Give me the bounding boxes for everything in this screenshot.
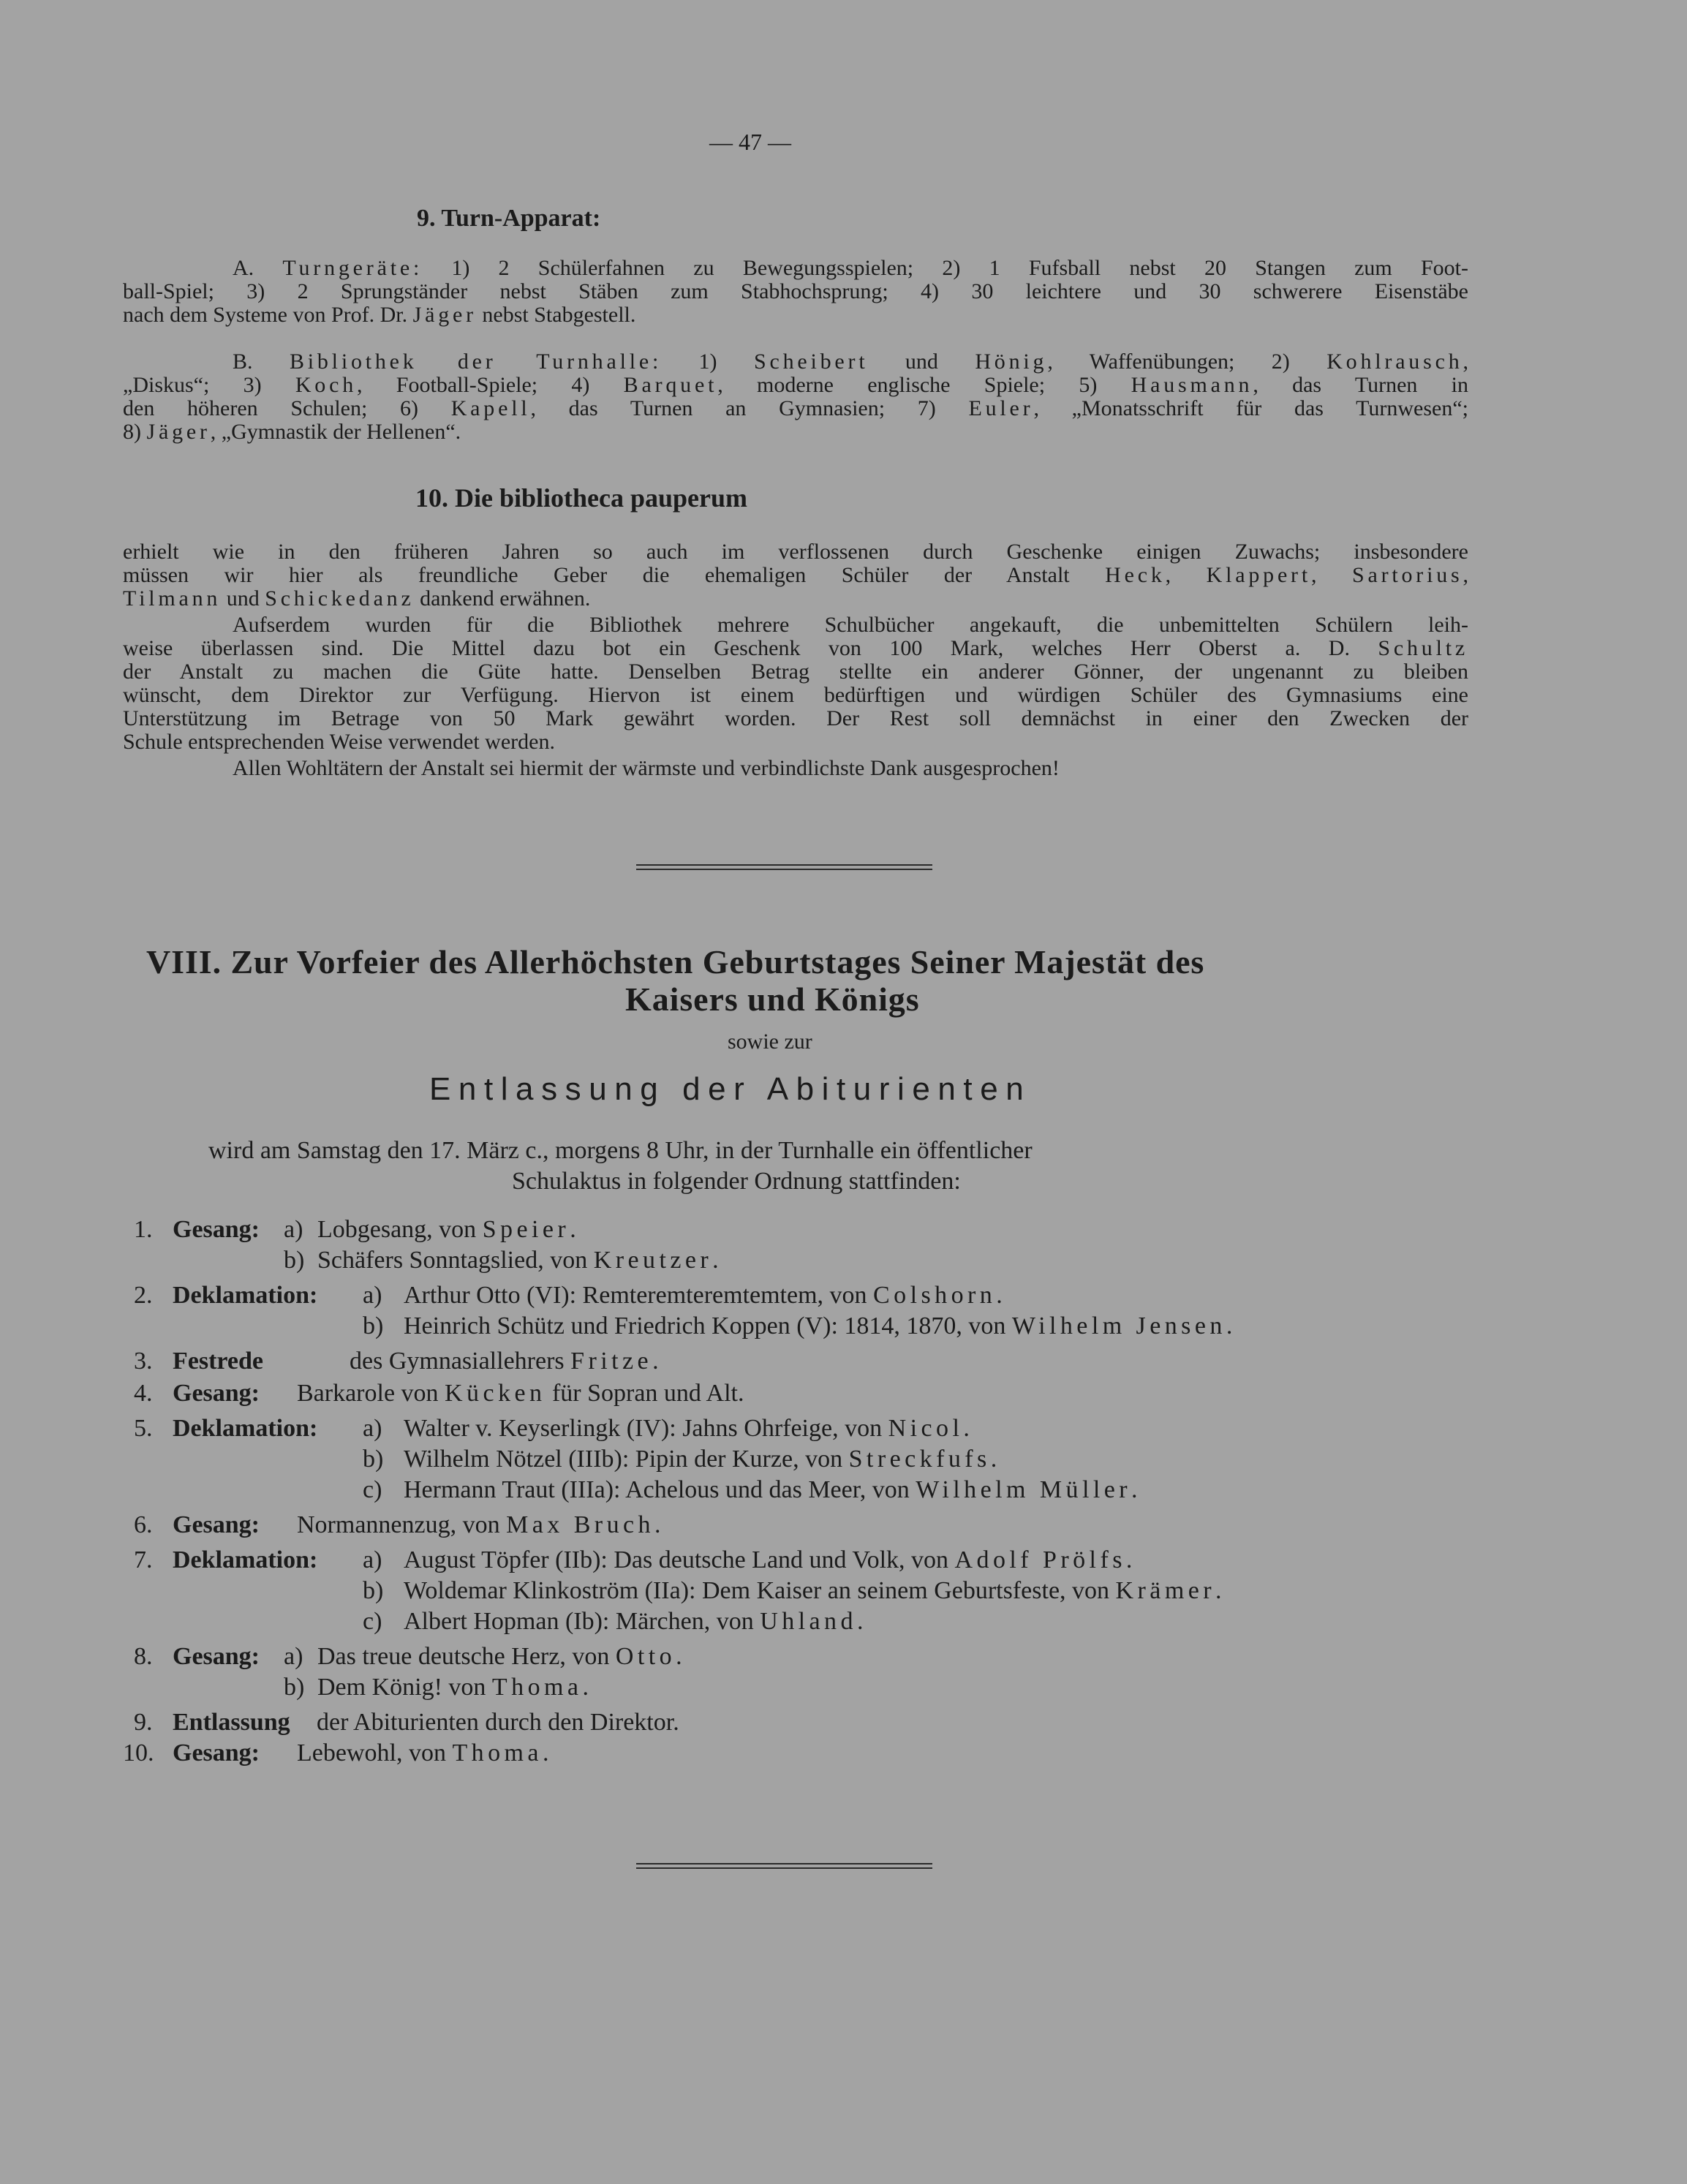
text-line <box>233 614 1468 636</box>
text-run: Thoma <box>452 1739 543 1767</box>
program-label: Gesang: <box>173 1511 260 1538</box>
divider-rule <box>636 864 932 870</box>
text-run: Das treue deutsche Herz, von <box>317 1643 616 1670</box>
text-run: Fritze <box>570 1348 653 1375</box>
program-item-text <box>317 1644 682 1669</box>
text-run: müssen wir hier als freundliche Geber die ehemaligen Schüler der Anstalt <box>123 563 1106 587</box>
program-label: Entlassung <box>173 1709 290 1736</box>
text-run: Barkarole von <box>297 1380 445 1407</box>
text-run: nach dem Systeme von Prof. Dr. <box>123 303 413 327</box>
program-number: 2. <box>134 1282 153 1309</box>
text-run: . <box>1131 1476 1138 1503</box>
text-run: Scheibert <box>753 349 869 374</box>
program-sub-marker: b) <box>363 1312 384 1340</box>
text-run: wünscht, dem Direktor zur Verfügung. Hiervon ist einem bedürftigen und würdigen Schüler des Gymnasiums eine <box>123 683 1468 707</box>
program-sub-marker: a) <box>284 1643 303 1670</box>
program-item-text <box>404 1447 997 1472</box>
text-run: , moderne englische Spiele; 5) <box>717 373 1131 397</box>
intro-line2: Schulaktus in folgender Ordnung stattfinden: <box>512 1168 961 1195</box>
program-label: Deklamation: <box>173 1282 318 1309</box>
program-label: Gesang: <box>173 1380 260 1407</box>
text-run: ball-Spiel; 3) 2 Sprungständer nebst Stäben zum Stabhochsprung; 4) 30 leichtere und 30 schwerere Eisenstäbe <box>123 279 1468 303</box>
text-run: Streckfufs <box>848 1446 991 1473</box>
text-run: und <box>868 349 975 374</box>
program-label: Gesang: <box>173 1216 260 1243</box>
program-number: 4. <box>134 1380 153 1407</box>
text-run: , Football-Spiele; 4) <box>357 373 624 397</box>
text-run: . <box>654 1511 661 1538</box>
text-run: Schule entsprechenden Weise verwendet werden. <box>123 730 555 754</box>
text-line <box>233 757 1060 779</box>
text-line <box>123 421 461 443</box>
text-run: Barquet <box>623 373 718 397</box>
text-run: , <box>1463 563 1469 587</box>
entlassung-heading: Entlassung der Abiturienten <box>429 1071 1032 1107</box>
divider-rule-bottom <box>636 1863 932 1869</box>
text-line <box>123 564 1468 586</box>
text-run: Heinrich Schütz und Friedrich Koppen (V): 1814, 1870, von <box>404 1312 1012 1340</box>
program-number: 7. <box>134 1546 153 1573</box>
text-run: , „Gymnastik der Hellenen“. <box>210 420 461 444</box>
text-run: Kapell <box>450 396 531 420</box>
text-run: A. <box>233 256 283 280</box>
program-number: 3. <box>134 1348 153 1375</box>
text-run: Woldemar Klinkoström (IIa): Dem Kaiser an seinem Geburtsfeste, von <box>404 1577 1116 1604</box>
text-run: der Anstalt zu machen die Güte hatte. Denselben Betrag stellte ein anderer Gönner, der ungenannt zu bleiben <box>123 660 1468 684</box>
text-run: Schäfers Sonntagslied, von <box>317 1247 594 1274</box>
program-label: Festrede <box>173 1348 263 1375</box>
text-run: Thoma <box>491 1674 583 1701</box>
text-run: . <box>990 1446 997 1473</box>
intro-line1: wird am Samstag den 17. März c., morgens 8 Uhr, in der Turnhalle ein öffentlicher <box>208 1137 1033 1164</box>
text-run: Krämer <box>1115 1577 1216 1604</box>
text-run: Schickedanz <box>265 586 415 611</box>
text-line <box>123 304 635 326</box>
text-line <box>123 374 1468 396</box>
text-line <box>123 281 1468 303</box>
text-run: , Waffenübungen; 2) <box>1047 349 1327 374</box>
text-run: Klappert <box>1206 563 1311 587</box>
program-item-text <box>404 1416 970 1441</box>
text-run: Kücken <box>445 1380 546 1407</box>
text-run: Wilhelm Nötzel (IIIb): Pipin der Kurze, von <box>404 1446 849 1473</box>
text-run: . <box>1226 1312 1233 1340</box>
text-run: , „Monatsschrift für das Turnwesen“; <box>1033 396 1468 420</box>
program-label: Gesang: <box>173 1739 260 1767</box>
program-label: Deklamation: <box>173 1415 318 1442</box>
program-sub-marker: c) <box>363 1476 382 1503</box>
text-run: August Töpfer (IIb): Das deutsche Land und Volk, von <box>404 1546 955 1573</box>
program-sub-marker: a) <box>363 1282 382 1309</box>
text-run: Hermann Traut (IIIa): Achelous und das Meer, von <box>404 1476 916 1503</box>
text-run: . <box>856 1608 864 1635</box>
program-item-text <box>317 1710 679 1735</box>
text-run: . <box>582 1674 589 1701</box>
text-run: erhielt wie in den früheren Jahren so auch im verflossenen durch Geschenke einigen Zuwachs; insbesondere <box>123 540 1468 564</box>
text-run: Kreutzer <box>593 1247 713 1274</box>
text-run: Kohlrausch <box>1326 349 1463 374</box>
text-run: Turngeräte: <box>282 256 423 280</box>
program-item-text <box>404 1283 1003 1308</box>
text-line <box>123 731 555 753</box>
text-run: Jäger <box>412 303 477 327</box>
section-9-heading: 9. Turn-Apparat: <box>417 205 601 232</box>
text-run: B. <box>233 349 290 374</box>
program-number: 9. <box>134 1709 153 1736</box>
text-run: Aufserdem wurden für die Bibliothek mehrere Schulbücher angekauft, die unbemittelten Schülern leih- <box>233 613 1468 637</box>
text-run: . <box>652 1348 659 1375</box>
program-sub-marker: b) <box>363 1577 384 1604</box>
text-run: Unterstützung im Betrage von 50 Mark gewährt worden. Der Rest soll demnächst in einer den Zwecken der <box>123 706 1468 730</box>
text-run: Max Bruch <box>506 1511 654 1538</box>
program-item-text <box>317 1248 719 1273</box>
program-item-text <box>317 1675 589 1700</box>
program-item-text <box>317 1217 576 1242</box>
text-run: , <box>1165 563 1207 587</box>
program-item-text <box>297 1381 744 1406</box>
program-sub-marker: b) <box>284 1247 305 1274</box>
text-run: . <box>996 1282 1003 1309</box>
text-run: Otto <box>615 1643 676 1670</box>
text-run: 1) <box>662 349 754 374</box>
text-run: Sartorius <box>1351 563 1463 587</box>
program-number: 8. <box>134 1643 153 1670</box>
text-line <box>123 638 1468 660</box>
program-item-text <box>404 1314 1232 1339</box>
text-run: Dem König! von <box>317 1674 492 1701</box>
text-run: 8) <box>123 420 147 444</box>
text-run: nebst Stabgestell. <box>476 303 636 327</box>
text-run: der Abiturienten durch den Direktor. <box>317 1709 679 1736</box>
text-run: . <box>712 1247 719 1274</box>
text-run: „Diskus“; 3) <box>123 373 295 397</box>
text-run: 1) 2 Schülerfahnen zu Bewegungsspielen; 2) 1 Fufsball nebst 20 Stangen zum Foot- <box>423 256 1468 280</box>
text-run: Colshorn <box>873 1282 997 1309</box>
text-run: Adolf Prölfs <box>954 1546 1126 1573</box>
text-run: und <box>221 586 265 611</box>
text-run: . <box>570 1216 576 1243</box>
text-run: für Sopran und Alt. <box>546 1380 744 1407</box>
text-line <box>123 684 1468 706</box>
text-run: , das Turnen in <box>1253 373 1469 397</box>
text-line <box>123 398 1468 420</box>
text-run: , das Turnen an Gymnasien; 7) <box>530 396 969 420</box>
program-item-text <box>297 1741 548 1766</box>
page-number: — 47 — <box>709 129 791 155</box>
program-sub-marker: b) <box>284 1674 305 1701</box>
text-run: Lebewohl, von <box>297 1739 453 1767</box>
text-run: den höheren Schulen; 6) <box>123 396 451 420</box>
text-run: Normannenzug, von <box>297 1511 507 1538</box>
text-line <box>123 541 1468 563</box>
program-sub-marker: a) <box>363 1546 382 1573</box>
text-run: Euler <box>968 396 1034 420</box>
program-item-text <box>404 1579 1222 1603</box>
text-run: . <box>963 1415 970 1442</box>
text-run: des Gymnasiallehrers <box>350 1348 571 1375</box>
text-run: Speier <box>482 1216 570 1243</box>
text-run: Arthur Otto (VI): Remteremteremtemtem, von <box>404 1282 874 1309</box>
text-run: Nicol <box>888 1415 964 1442</box>
program-sub-marker: a) <box>284 1216 303 1243</box>
section-viii-title-line1: VIII. Zur Vorfeier des Allerhöchsten Geburtstages Seiner Majestät des <box>146 943 1205 980</box>
text-run: Heck <box>1105 563 1166 587</box>
program-number: 10. <box>123 1739 154 1767</box>
text-run: . <box>1215 1577 1222 1604</box>
text-line <box>123 708 1468 730</box>
text-run: Hönig <box>975 349 1048 374</box>
sowie-zur: sowie zur <box>728 1029 812 1054</box>
text-run: dankend erwähnen. <box>414 586 591 611</box>
program-item-text <box>297 1513 660 1538</box>
text-line <box>123 588 590 610</box>
program-number: 6. <box>134 1511 153 1538</box>
text-run: Albert Hopman (Ib): Märchen, von <box>404 1608 761 1635</box>
text-run: Koch <box>295 373 358 397</box>
text-run: . <box>676 1643 682 1670</box>
text-run: Lobgesang, von <box>317 1216 483 1243</box>
text-run: Wilhelm Jensen <box>1011 1312 1226 1340</box>
text-line <box>233 351 1468 373</box>
section-viii-title-line2: Kaisers und Königs <box>625 980 920 1018</box>
text-line <box>123 661 1468 683</box>
program-label: Deklamation: <box>173 1546 318 1573</box>
text-run: Tilmann <box>123 586 222 611</box>
program-sub-marker: b) <box>363 1446 384 1473</box>
text-run: Allen Wohltätern der Anstalt sei hiermit der wärmste und verbindlichste Dank ausgesprochen! <box>233 756 1060 780</box>
text-run: Bibliothek der Turnhalle: <box>289 349 663 374</box>
text-line <box>233 257 1468 279</box>
text-run: , <box>1310 563 1352 587</box>
section-10-heading: 10. Die bibliotheca pauperum <box>415 483 748 513</box>
program-sub-marker: a) <box>363 1415 382 1442</box>
text-run: Walter v. Keyserlingk (IV): Jahns Ohrfeige, von <box>404 1415 888 1442</box>
program-item-text <box>404 1609 863 1634</box>
text-run: Schultz <box>1378 636 1468 660</box>
text-run: , <box>1463 349 1468 374</box>
text-run: . <box>542 1739 549 1767</box>
program-item-text <box>404 1548 1132 1573</box>
text-run: Uhland <box>760 1608 857 1635</box>
program-number: 1. <box>134 1216 153 1243</box>
program-label: Gesang: <box>173 1643 260 1670</box>
text-run: Wilhelm Müller <box>916 1476 1132 1503</box>
text-run: Jäger <box>146 420 211 444</box>
text-run: Hausmann <box>1131 373 1253 397</box>
text-run: weise überlassen sind. Die Mittel dazu bot ein Geschenk von 100 Mark, welches Herr Oberst a. D. <box>123 636 1378 660</box>
program-number: 5. <box>134 1415 153 1442</box>
program-item-text <box>404 1478 1138 1503</box>
text-run: . <box>1125 1546 1133 1573</box>
program-sub-marker: c) <box>363 1608 382 1635</box>
program-item-text <box>350 1349 659 1374</box>
